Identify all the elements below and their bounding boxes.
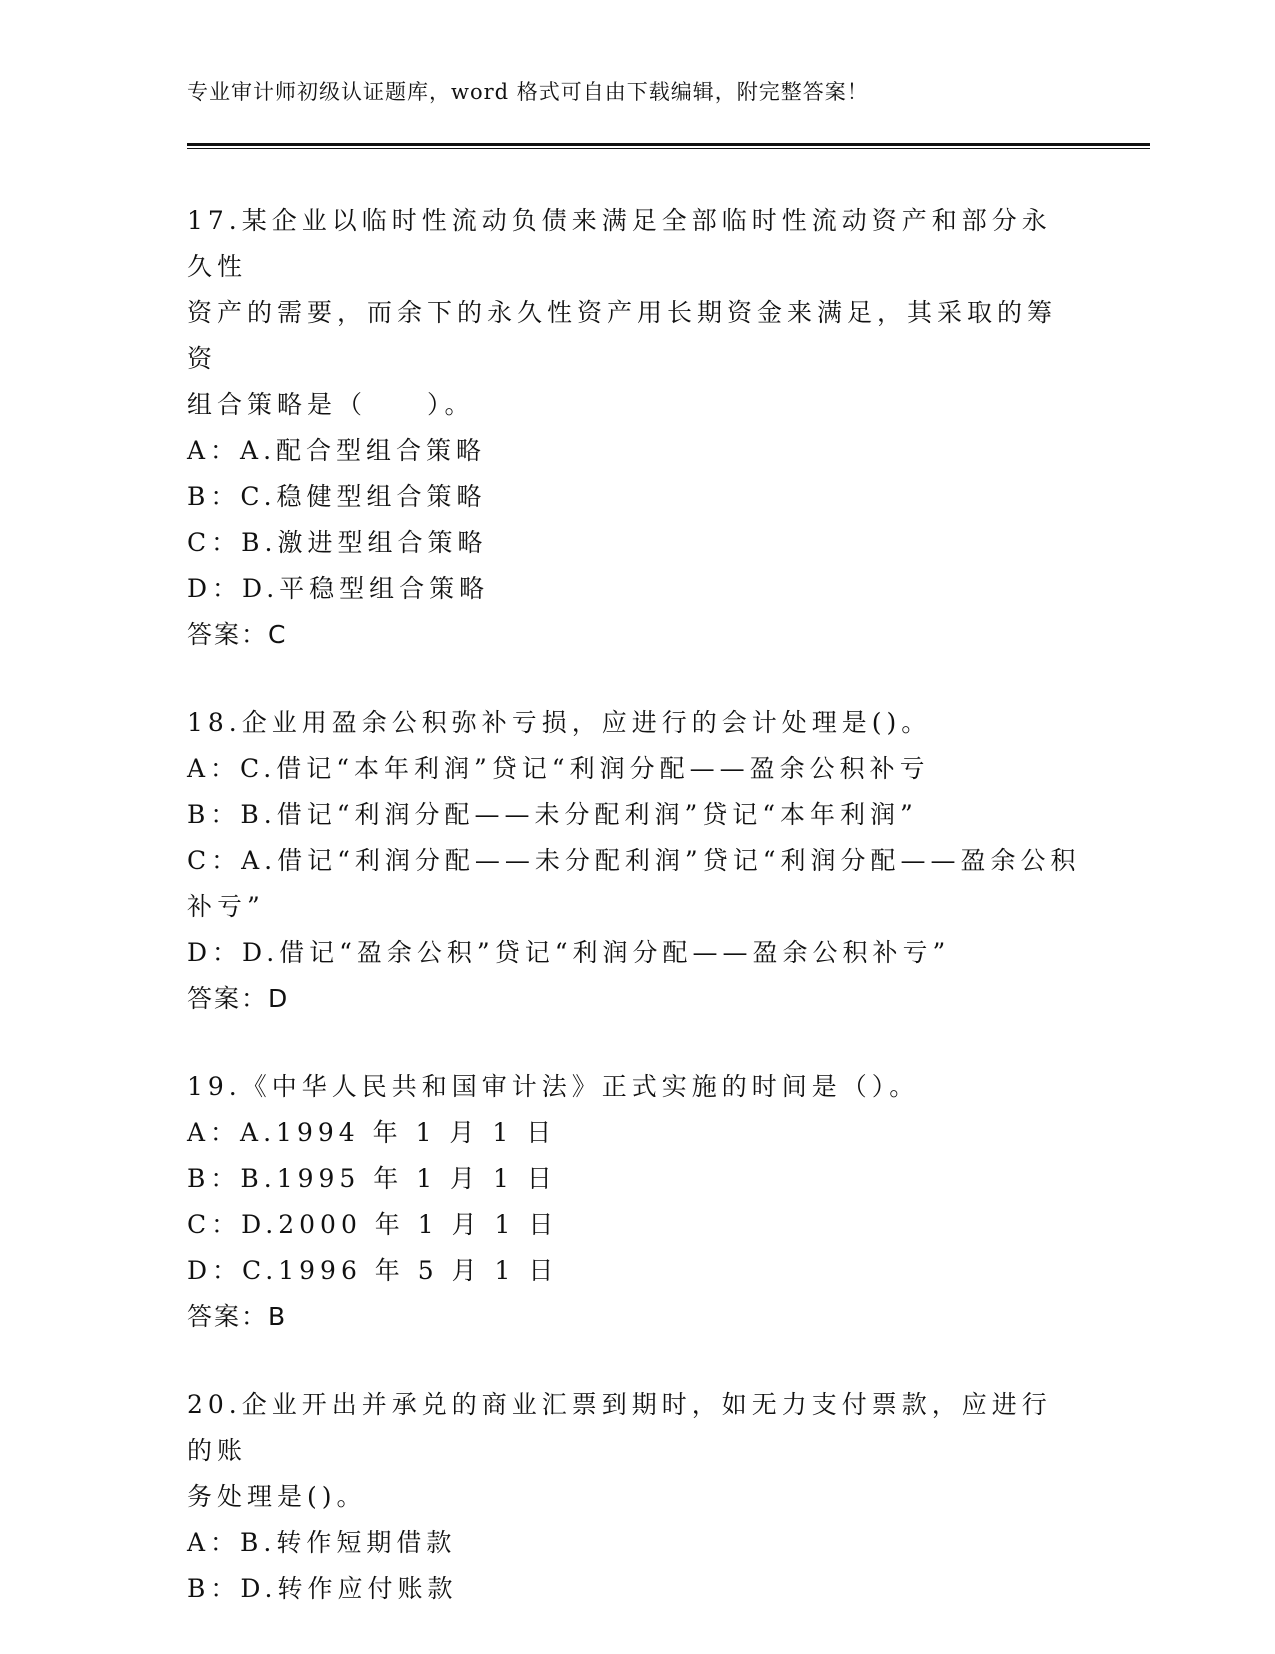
question-stem: 资产的需要，而余下的永久性资产用长期资金来满足，其采取的筹资: [187, 298, 1058, 373]
header-divider: [187, 143, 1150, 149]
question-stem: 务处理是()。: [187, 1482, 367, 1511]
question-stem: 19.《中华人民共和国审计法》正式实施的时间是（）。: [187, 1072, 920, 1101]
question-stem: 20.企业开出并承兑的商业汇票到期时，如无力支付票款，应进行的账: [187, 1390, 1052, 1465]
option-a: A：B.转作短期借款: [187, 1528, 457, 1557]
option-c: C：D.2000 年 1 月 1 日: [187, 1210, 559, 1239]
option-c: C：A.借记“利润分配——未分配利润”贷记“利润分配——盈余公积: [187, 846, 1081, 875]
page-header: 专业审计师初级认证题库，word 格式可自由下载编辑，附完整答案！: [187, 80, 869, 104]
option-a: A：A.配合型组合策略: [187, 436, 487, 465]
option-c: C：B.激进型组合策略: [187, 528, 488, 557]
option-d: D：D.借记“盈余公积”贷记“利润分配——盈余公积补亏”: [187, 938, 951, 967]
option-b: B：B.1995 年 1 月 1 日: [187, 1164, 557, 1193]
question-stem: 17.某企业以临时性流动负债来满足全部临时性流动资产和部分永久性: [187, 206, 1052, 281]
question-20: [187, 1382, 1077, 1612]
option-d: D：D.平稳型组合策略: [187, 574, 490, 603]
option-b: B：C.稳健型组合策略: [187, 482, 487, 511]
question-stem: 组合策略是（ ）。: [187, 390, 475, 419]
answer-line: 答案：C: [187, 620, 288, 649]
answer-line: 答案：D: [187, 984, 290, 1013]
option-b: B：B.借记“利润分配——未分配利润”贷记“本年利润”: [187, 800, 918, 829]
option-a: A：A.1994 年 1 月 1 日: [187, 1118, 557, 1147]
question-18: [187, 700, 1081, 1022]
question-list: [187, 198, 1081, 1654]
question-17: [187, 198, 1077, 658]
option-b: B：D.转作应付账款: [187, 1574, 458, 1603]
option-d: D：C.1996 年 5 月 1 日: [187, 1256, 559, 1285]
option-c-continued: 补亏”: [187, 892, 265, 921]
option-a: A：C.借记“本年利润”贷记“利润分配——盈余公积补亏: [187, 754, 930, 783]
question-19: [187, 1064, 1077, 1340]
question-stem: 18.企业用盈余公积弥补亏损，应进行的会计处理是()。: [187, 708, 932, 737]
answer-line: 答案：B: [187, 1302, 288, 1331]
